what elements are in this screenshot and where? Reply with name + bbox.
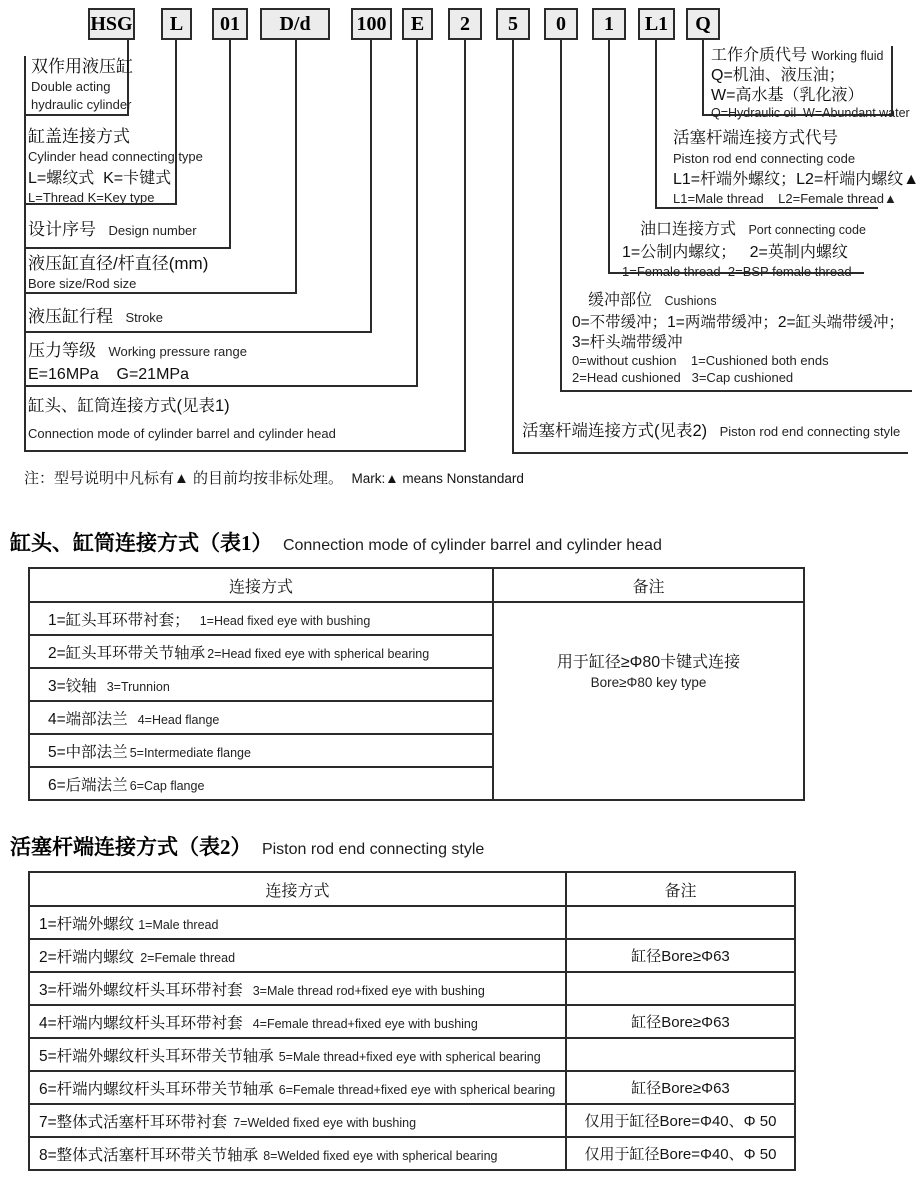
callout-rod-end-code-options-en: L1=Male thread L2=Female thread▲ [673,191,897,207]
table2-row3-remark [566,972,795,1005]
callout-head-connecting-cn: 缸盖连接方式 [28,127,130,146]
callout-double-acting [31,56,133,113]
callout-head-connecting-en: Cylinder head connecting type [28,149,203,165]
callout-port-code-options-en: 1=Female thread 2=BSP female thread [622,264,852,280]
callout-barrel-head [28,396,336,442]
model-code-segment-l: L [161,8,192,40]
table2-row [29,1104,795,1137]
callout-working-fluid-line2: W=高水基（乳化液） [711,87,864,104]
callout-cushions-heading [572,291,904,311]
callout-pressure-heading [28,340,247,362]
block-border-barrel-head [24,450,466,452]
table2-row4-cell [29,1005,566,1038]
table2-row5-en: 5=Male thread+fixed eye with spherical bearing [278,1049,541,1064]
table1-title [10,527,662,557]
leader-line-q [702,40,704,116]
table1-header-remark: 备注 [493,568,804,602]
table2-title [10,831,484,861]
leader-line-01 [229,40,231,249]
leader-line-100 [370,40,372,333]
table1-row5-cn: 5=中部法兰 [48,743,128,761]
block-border-design-number [24,247,231,249]
table2-row5-cn: 5=杆端外螺纹杆头耳环带关节轴承 [39,1047,274,1065]
table1-row1-cell [29,602,493,635]
table2-row7-cell [29,1104,566,1137]
callout-pressure-cn: 压力等级 [28,341,96,360]
callout-port-code-cn: 油口连接方式 [640,221,737,238]
callout-cushions-line1: 0=不带缓冲；1=两端带缓冲；2=缸头端带缓冲； [572,314,905,332]
table2-row8-remark: 仅用于缸径Bore=Φ40、Φ 50 [566,1137,795,1170]
table1-row5-cell [29,734,493,767]
callout-double-acting-cn: 双作用液压缸 [31,57,133,76]
table2-row5-cell [29,1038,566,1071]
leader-line-5 [512,40,514,454]
callout-port-code [622,219,866,280]
callout-working-fluid-cn: 工作介质代号 [711,47,808,64]
table1-row3-en: 3=Trunnion [106,679,170,694]
block-border-stroke [24,331,372,333]
table1-title-en: Connection mode of cylinder barrel and cylinder head [282,537,662,554]
callout-working-fluid-line1: Q=机油、液压油； [711,67,845,84]
table1-row2-en: 2=Head fixed eye with spherical bearing [207,646,430,661]
callout-cushions-line3: 0=without cushion 1=Cushioned both ends [572,353,829,369]
table1-row2-cell [29,635,493,668]
callout-rod-end-style-cn: 活塞杆端连接方式(见表2) [522,422,708,440]
model-code-segment-dd: D/d [260,8,330,40]
model-code-segment-l1: L1 [638,8,675,40]
table2-row3-cn: 3=杆端外螺纹杆头耳环带衬套 [39,981,243,999]
callout-cushions-line4: 2=Head cushioned 3=Cap cushioned [572,369,794,385]
table1-row4-en: 4=Head flange [137,712,220,727]
table2-row [29,1071,795,1104]
callout-cushions-cn: 缓冲部位 [588,292,653,309]
table2-row7-remark: 仅用于缸径Bore=Φ40、Φ 50 [566,1104,795,1137]
table2-header-remark: 备注 [566,872,795,906]
table2-row2-cn: 2=杆端内螺纹 [39,948,135,966]
callout-working-fluid-heading [711,46,910,66]
table1-row1-en: 1=Head fixed eye with bushing [199,613,371,628]
callout-design-number-en: Design number [108,223,197,238]
table2-row4-en: 4=Female thread+fixed eye with bushing [252,1016,478,1031]
table1-row6-cell [29,767,493,800]
table2-row [29,1137,795,1170]
callout-barrel-head-en: Connection mode of cylinder barrel and cylinder head [28,425,336,441]
table1-title-cn: 缸头、缸筒连接方式（表1） [10,531,273,555]
table2-row [29,906,795,939]
table2-row7-en: 7=Welded fixed eye with bushing [233,1115,417,1130]
callout-design-number-cn: 设计序号 [28,220,96,239]
callout-design-number [28,219,197,241]
table2-row8-cell [29,1137,566,1170]
callout-working-fluid-line3: Q=Hydraulic oil W=Abundant water [711,106,910,120]
table2-row5-remark [566,1038,795,1071]
table2-row6-en: 6=Female thread+fixed eye with spherical bearing [278,1082,556,1097]
callout-cushions [572,291,904,386]
table1-header-connection: 连接方式 [29,568,493,602]
callout-rod-end-code [673,128,919,207]
leader-line-l1 [655,40,657,209]
table1-barrel-head-connection [28,567,805,801]
callout-port-code-options-cn: 1=公制内螺纹； 2=英制内螺纹 [622,244,848,262]
table1-row5-en: 5=Intermediate flange [129,745,251,760]
table2-row2-remark: 缸径Bore≥Φ63 [566,939,795,972]
leader-line-e [416,40,418,387]
callout-bore-rod-en: Bore size/Rod size [28,276,137,292]
table2-row8-cn: 8=整体式活塞杆耳环带关节轴承 [39,1146,259,1164]
table2-row2-cell [29,939,566,972]
table2-rod-end-connection [28,871,796,1171]
callout-stroke-cn: 液压缸行程 [28,307,113,326]
table2-row [29,939,795,972]
model-code-segment-100: 100 [351,8,392,40]
callout-stroke [28,306,163,328]
callout-rod-end-code-en: Piston rod end connecting code [673,150,856,166]
table2-row1-cell [29,906,566,939]
block-border-rod-end-code [655,207,878,209]
table2-row7-cn: 7=整体式活塞杆耳环带衬套 [39,1113,228,1131]
callout-pressure [28,340,247,386]
table2-row1-cn: 1=杆端外螺纹 [39,915,135,933]
callout-rod-end-style-en: Piston rod end connecting style [719,424,901,439]
table1-remark-en: Bore≥Φ80 key type [590,675,707,690]
callout-barrel-head-cn: 缸头、缸筒连接方式(见表1) [28,397,230,415]
leader-line-0 [560,40,562,392]
table2-row [29,1005,795,1038]
callout-working-fluid [711,46,910,122]
table1-row6-en: 6=Cap flange [129,778,205,793]
callout-double-acting-en1: Double acting [31,79,111,95]
leader-line-1 [608,40,610,274]
leader-line-2 [464,40,466,452]
leader-line-dd [295,40,297,294]
model-code-segment-2: 2 [448,8,482,40]
table1-row4-cell [29,701,493,734]
callout-rod-end-code-options-cn: L1=杆端外螺纹；L2=杆端内螺纹▲ [673,170,920,188]
table1-row2-cn: 2=缸头耳环带关节轴承 [48,644,206,662]
callout-rod-end-style [522,421,900,443]
table2-header-row [29,872,795,906]
table2-header-connection: 连接方式 [29,872,566,906]
nonstandard-note-en: Mark:▲ means Nonstandard [351,471,524,486]
table1-row3-cn: 3=铰轴 [48,677,97,695]
callout-double-acting-en2: hydraulic cylinder [31,96,132,112]
table1-row4-cn: 4=端部法兰 [48,710,128,728]
model-code-segment-5: 5 [496,8,530,40]
table2-row6-remark: 缸径Bore≥Φ63 [566,1071,795,1104]
callout-head-connecting [28,126,203,206]
callout-cushions-en: Cushions [664,294,717,308]
callout-bore-rod [28,253,208,293]
table2-row6-cn: 6=杆端内螺纹杆头耳环带关节轴承 [39,1080,274,1098]
nonstandard-note-cn: 注：型号说明中凡标有▲ 的目前均按非标处理。 [24,470,344,487]
callout-pressure-options: E=16MPa G=21MPa [28,366,189,384]
callout-port-code-heading [622,219,866,240]
table2-title-cn: 活塞杆端连接方式（表2） [10,835,252,859]
table2-row8-en: 8=Welded fixed eye with spherical bearing [263,1148,498,1163]
table2-row3-en: 3=Male thread rod+fixed eye with bushing [252,983,485,998]
table1-row1-cn: 1=缸头耳环带衬套； [48,611,190,629]
table1-header-row [29,568,804,602]
table2-row4-remark: 缸径Bore≥Φ63 [566,1005,795,1038]
callout-cushions-line2: 3=杆头端带缓冲 [572,334,683,352]
table1-remark-cn: 用于缸径≥Φ80卡键式连接 [556,654,741,671]
table1-row6-cn: 6=后端法兰 [48,776,128,794]
nonstandard-note [24,467,524,488]
model-code-segment-0: 0 [544,8,578,40]
callout-rod-end-code-cn: 活塞杆端连接方式代号 [673,129,838,147]
table2-row2-en: 2=Female thread [140,950,236,965]
table1-row3-cell [29,668,493,701]
table2-row1-en: 1=Male thread [138,917,219,932]
model-code-segment-e: E [402,8,433,40]
table2-title-en: Piston rod end connecting style [261,841,485,858]
model-code-segment-hsg: HSG [88,8,135,40]
model-code-segment-q: Q [686,8,720,40]
table1-remark-cell [493,602,804,800]
block-border-rod-end-style [512,452,908,454]
table1-row [29,602,804,635]
table2-row1-remark [566,906,795,939]
block-border-cushions [560,390,912,392]
model-code-segment-01: 01 [212,8,248,40]
table2-row3-cell [29,972,566,1005]
callout-port-code-en: Port connecting code [748,223,866,237]
table2-row6-cell [29,1071,566,1104]
callout-bore-rod-cn: 液压缸直径/杆直径(mm) [28,254,209,273]
callout-working-fluid-en: Working fluid [811,49,884,63]
model-code-segment-1: 1 [592,8,626,40]
callout-pressure-en: Working pressure range [108,344,247,359]
table2-row [29,972,795,1005]
callout-head-connecting-options-en: L=Thread K=Key type [28,189,155,205]
block-border-double-acting [24,114,129,116]
callout-head-connecting-options-cn: L=螺纹式 K=卡键式 [28,169,172,187]
callout-stroke-en: Stroke [125,310,164,325]
table2-row [29,1038,795,1071]
table2-row4-cn: 4=杆端内螺纹杆头耳环带衬套 [39,1014,243,1032]
